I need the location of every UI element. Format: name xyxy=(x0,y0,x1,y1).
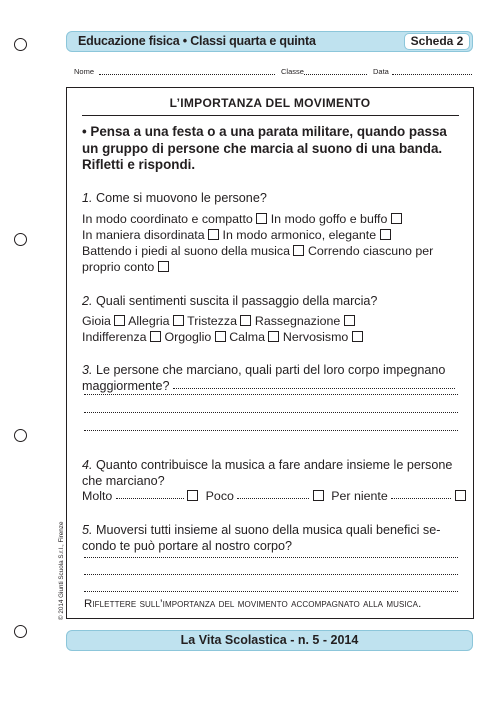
question-4 xyxy=(82,457,464,473)
checkbox[interactable] xyxy=(208,229,219,240)
checkbox[interactable] xyxy=(215,331,226,342)
question-number: 5. xyxy=(82,523,93,537)
option-label: In modo coordinato e compatto xyxy=(82,212,253,226)
option-label: Per niente xyxy=(331,489,388,503)
checkbox[interactable] xyxy=(150,331,161,342)
option-label: In modo armonico, elegante xyxy=(222,228,377,242)
option-label: Allegria xyxy=(128,314,170,328)
checkbox[interactable] xyxy=(391,213,402,224)
checkbox[interactable] xyxy=(173,315,184,326)
question-text: Muoversi tutti insieme al suono della musica quali benefici se- xyxy=(96,523,441,537)
q2-options-row-1 xyxy=(82,313,466,329)
option-label: proprio conto xyxy=(82,260,155,274)
question-number: 1. xyxy=(82,191,93,205)
answer-line[interactable] xyxy=(391,498,451,499)
name-field[interactable] xyxy=(99,69,275,75)
checkbox[interactable] xyxy=(455,490,466,501)
worksheet-title: L’IMPORTANZA DEL MOVIMENTO xyxy=(169,96,371,110)
option-label: In maniera disordinata xyxy=(82,228,205,242)
question-text: maggiormente? xyxy=(82,379,170,393)
answer-line[interactable] xyxy=(84,393,458,395)
option-label: Rassegnazione xyxy=(254,314,341,328)
question-4-continued xyxy=(82,473,464,489)
answer-line[interactable] xyxy=(84,556,458,558)
option-label: Gioia xyxy=(82,314,111,328)
reflection-note: Riflettere sull’importanza del movimento accompagnato alla musica. xyxy=(84,598,422,610)
answer-line[interactable] xyxy=(173,388,455,389)
question-number: 3. xyxy=(82,363,93,377)
q1-options-row-3 xyxy=(82,243,466,259)
class-label: Classe xyxy=(281,67,304,76)
checkbox[interactable] xyxy=(313,490,324,501)
binder-hole-2 xyxy=(14,233,27,246)
checkbox[interactable] xyxy=(240,315,251,326)
q4-options-row xyxy=(82,488,466,504)
copyright-notice: © 2014 Giunti Scuola S.r.l., Firenze xyxy=(58,521,65,620)
checkbox[interactable] xyxy=(344,315,355,326)
class-field[interactable] xyxy=(304,69,367,75)
answer-line[interactable] xyxy=(84,429,458,431)
checkbox[interactable] xyxy=(380,229,391,240)
question-number: 2. xyxy=(82,294,93,308)
question-3 xyxy=(82,362,464,378)
option-label: Orgoglio xyxy=(164,330,212,344)
checkbox[interactable] xyxy=(114,315,125,326)
question-text: che marciano? xyxy=(82,474,165,488)
answer-line[interactable] xyxy=(84,573,458,575)
option-label: Calma xyxy=(229,330,265,344)
question-number: 4. xyxy=(82,458,93,472)
option-label: Molto xyxy=(82,489,113,503)
name-label: Nome xyxy=(74,67,95,76)
option-label: Nervosismo xyxy=(282,330,349,344)
question-text: condo te può portare al nostro corpo? xyxy=(82,539,293,553)
title-divider xyxy=(82,115,459,116)
option-label: Indifferenza xyxy=(82,330,147,344)
question-text: Quanto contribuisce la musica a fare andare insieme le persone xyxy=(96,458,453,472)
option-label: Tristezza xyxy=(187,314,237,328)
binder-hole-4 xyxy=(14,625,27,638)
question-3-continued xyxy=(82,378,464,394)
answer-line[interactable] xyxy=(237,498,309,499)
option-label: Battendo i piedi al suono della musica xyxy=(82,244,291,258)
checkbox[interactable] xyxy=(187,490,198,501)
q1-options-row-1 xyxy=(82,211,466,227)
question-text: Quali sentimenti suscita il passaggio della marcia? xyxy=(96,294,378,308)
date-field[interactable] xyxy=(392,69,472,75)
question-2 xyxy=(82,293,464,309)
footer-issue: La Vita Scolastica - n. 5 - 2014 xyxy=(180,633,359,647)
q1-options-row-2 xyxy=(82,227,466,243)
option-label: In modo goffo e buffo xyxy=(270,212,388,226)
question-5 xyxy=(82,522,464,538)
checkbox[interactable] xyxy=(256,213,267,224)
option-label: Poco xyxy=(205,489,234,503)
q2-options-row-2 xyxy=(82,329,466,345)
intro-instructions: • Pensa a una festa o a una parata militare, quando passa un gruppo di persone che marcia al suono di una banda. Rifletti e rispondi. xyxy=(82,124,447,172)
checkbox[interactable] xyxy=(293,245,304,256)
checkbox[interactable] xyxy=(352,331,363,342)
checkbox[interactable] xyxy=(268,331,279,342)
question-1 xyxy=(82,190,464,206)
checkbox[interactable] xyxy=(158,261,169,272)
answer-line[interactable] xyxy=(84,590,458,592)
header-title: Educazione fisica • Classi quarta e quinta xyxy=(78,34,316,48)
answer-line[interactable] xyxy=(84,411,458,413)
date-label: Data xyxy=(373,67,389,76)
question-text: Come si muovono le persone? xyxy=(96,191,267,205)
sheet-number: Scheda 2 xyxy=(404,33,470,50)
binder-hole-3 xyxy=(14,429,27,442)
question-text: Le persone che marciano, quali parti del loro corpo impegnano xyxy=(96,363,446,377)
binder-hole-1 xyxy=(14,38,27,51)
answer-line[interactable] xyxy=(116,498,184,499)
option-label: Correndo ciascuno per xyxy=(307,244,434,258)
question-5-continued xyxy=(82,538,464,554)
q1-options-row-4 xyxy=(82,259,466,275)
